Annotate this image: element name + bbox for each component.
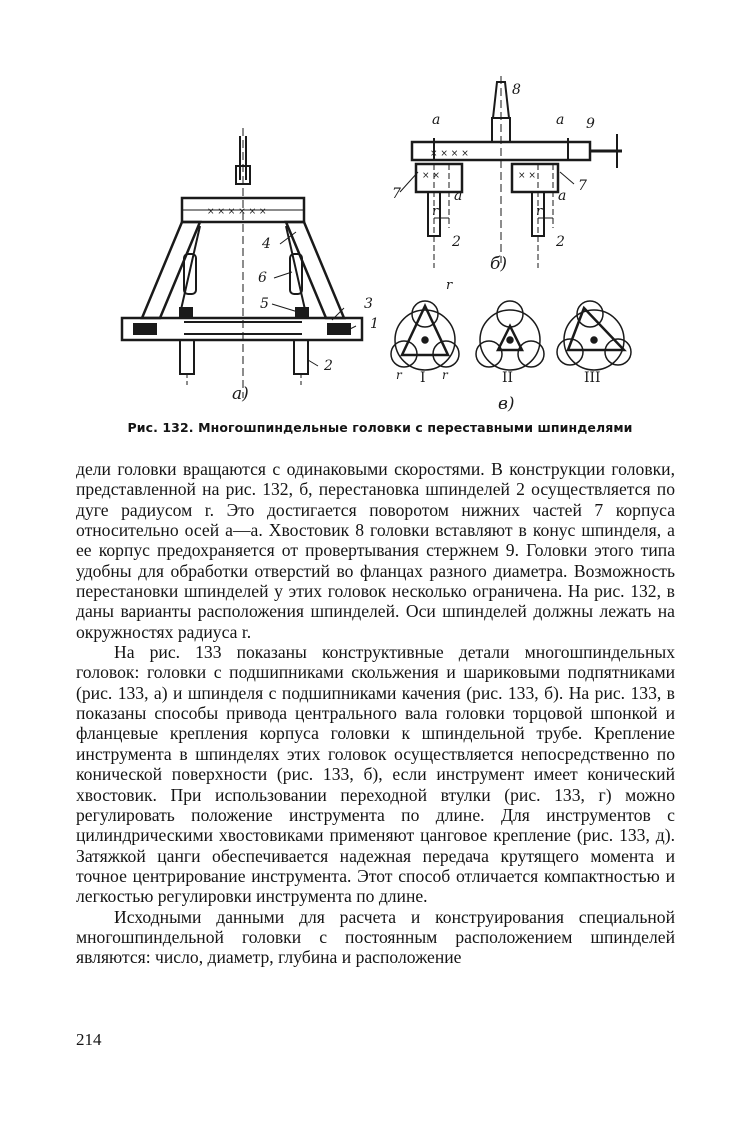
variant-label-ii: II — [502, 370, 514, 386]
paragraph-1: дели головки вращаются с одинаковыми скоростями. В конструкции головки, представленной на рис. 132, б, перестановка шпинделей 2 осуществляется по дуге радиусом r. Это достигается поворотом нижних частей 7 корпуса относительно осей а—а. Хвостовик 8 головки вставляют в конус шпинделя, а ее корпус предохраняется от провертывания стержнем 9. Головки этого типа удобны для обработки отверстий во фланцах разного диаметра. Возможность перестановки шпинделей у этих головок несколько ограничена. На рис. 132, в даны варианты расположения шпинделей. Оси шпинделей должны лежать на окружностях радиуса r. — [76, 459, 675, 642]
part-label-5: 5 — [260, 296, 269, 312]
radius-label-r-bottom-left: r — [396, 368, 402, 382]
svg-text:× ×: × × — [518, 171, 536, 181]
variant-label-i: I — [420, 370, 426, 386]
part-label-8: 8 — [512, 82, 521, 98]
figure-caption: Рис. 132. Многошпиндельные головки с переставными шпинделями — [127, 420, 633, 435]
paragraph-3: Исходными данными для расчета и конструирования специальной многошпиндельной головки с постоянным расположением шпинделей являются: число, диаметр, глубина и расположение — [76, 906, 675, 968]
part-label-3: 3 — [364, 296, 373, 312]
part-label-6: 6 — [258, 270, 267, 286]
panel-label-b: б) — [490, 254, 508, 274]
axis-label-a-top-right: a — [556, 112, 565, 128]
figure-132 — [112, 68, 652, 413]
page-number: 214 — [76, 1030, 102, 1049]
mechanical-drawing — [112, 68, 652, 413]
radius-label-r-left: r — [432, 204, 439, 219]
svg-text:× ×: × × — [422, 171, 440, 181]
radius-label-r-right: r — [536, 204, 543, 219]
svg-text:× × × × × ×: × × × × × × — [207, 207, 267, 217]
radius-label-r-top: r — [446, 278, 453, 293]
part-label-1: 1 — [370, 316, 379, 332]
svg-text:× × × ×: × × × × — [430, 149, 469, 159]
part-label-2-left: 2 — [452, 234, 461, 250]
radius-label-r-bottom-right: r — [442, 368, 448, 382]
panel-label-a: а) — [232, 384, 249, 404]
part-label-2-right: 2 — [556, 234, 565, 250]
part-label-7-left: 7 — [392, 186, 401, 202]
variant-label-iii: III — [584, 370, 601, 386]
part-label-4: 4 — [262, 236, 271, 252]
part-label-7-right: 7 — [578, 178, 587, 194]
axis-label-a-mid-right: a — [558, 188, 567, 204]
body-text — [76, 459, 675, 968]
axis-label-a-mid-left: a — [454, 188, 463, 204]
part-label-2: 2 — [324, 358, 333, 374]
axis-label-a-top-left: a — [432, 112, 441, 128]
part-label-9: 9 — [586, 116, 595, 132]
paragraph-2: На рис. 133 показаны конструктивные детали многошпиндельных головок: головки с подшипниками скольжения и шариковыми подпятниками (рис. 133, а) и шпинделя с подшипниками качения (рис. 133, б). На рис. 133, в показаны способы привода центрального вала головки торцовой шпонкой и фланцевые крепления корпуса головки к шпиндельной трубе. Крепление инструмента в шпинделях этих головок осуществляется непосредственно по конической поверхности (рис. 133, б), если инструмент имеет конический хвостовик. При использовании переходной втулки (рис. 133, г) можно регулировать положение инструмента по длине. Для инструментов с цилиндрическими хвостовиками применяют цанговое крепление (рис. 133, д). Затяжкой цанги обеспечивается надежная передача крутящего момента и точное центрирование инструмента. Этот способ отличается компактностью и легкостью регулировки инструмента по длине. — [76, 642, 675, 907]
panel-label-c: в) — [498, 394, 515, 414]
